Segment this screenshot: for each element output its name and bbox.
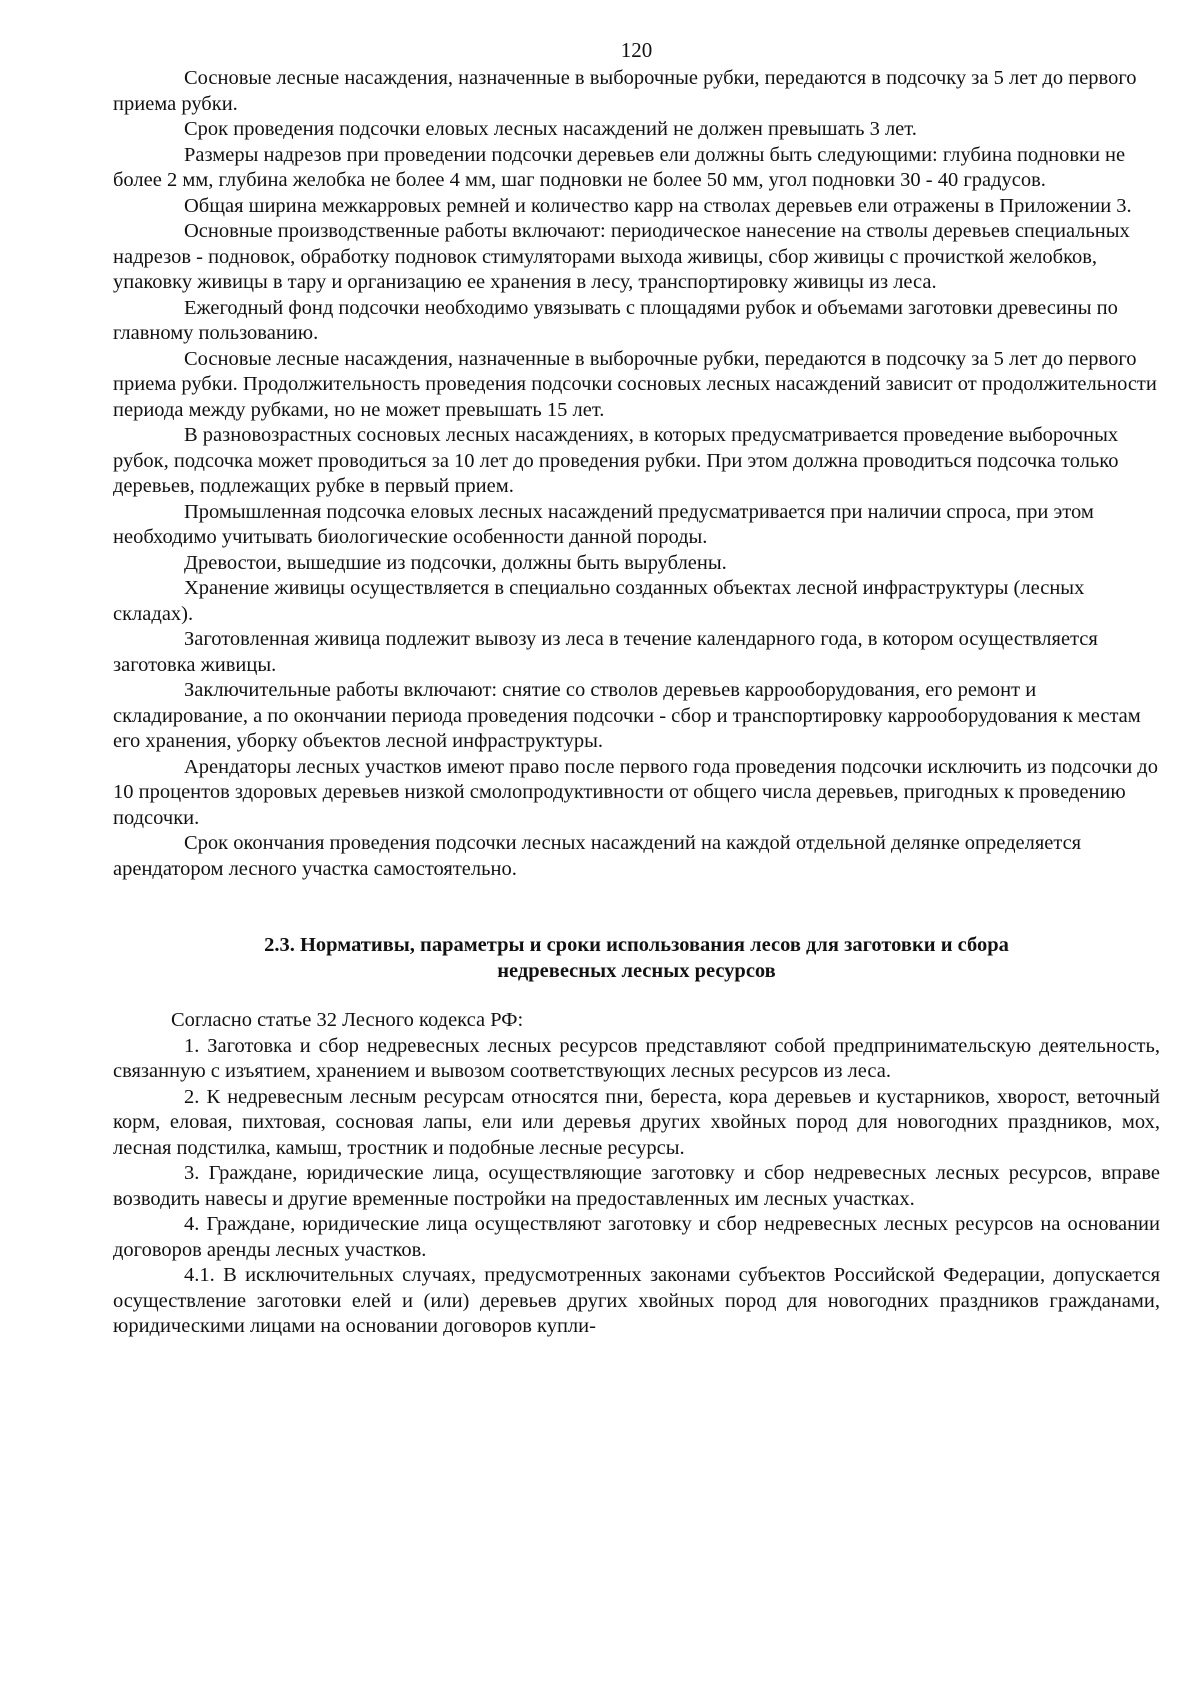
article-item: 4. Граждане, юридические лица осуществляют заготовку и сбор недревесных лесных ресурсов на основании договоров аренды лесных участков. [113,1213,1160,1261]
paragraph: Ежегодный фонд подсочки необходимо увязывать с площадями рубок и объемами заготовки древесины по главному пользованию. [113,296,1118,344]
article-item: 3. Граждане, юридические лица, осуществляющие заготовку и сбор недревесных лесных ресурсов, вправе возводить навесы и другие временные постройки на предоставленных им лесных участках. [113,1162,1160,1210]
paragraph: Арендаторы лесных участков имеют право после первого года проведения подсочки исключить из подсочки до 10 процентов здоровых деревьев низкой смолопродуктивности от общего числа деревьев, пригодных к проведению подсочки. [113,755,1158,829]
article-item: 2. К недревесным лесным ресурсам относятся пни, береста, кора деревьев и кустарников, хворост, веточный корм, еловая, пихтовая, сосновая лапы, ели или деревья других хвойных пород для новогодних праздников, мох, лесная подстилка, камыш, тростник и подобные лесные ресурсы. [113,1085,1160,1159]
paragraph: Сосновые лесные насаждения, назначенные в выборочные рубки, передаются в подсочку за 5 лет до первого приема рубки. [113,67,1137,115]
paragraph: Размеры надрезов при проведении подсочки деревьев ели должны быть следующими: глубина подновки не более 2 мм, глубина желобка не более 4 мм, шаг подновки не более 50 мм, угол подновки 30 - 40 градусов. [113,143,1126,191]
paragraph: Срок окончания проведения подсочки лесных насаждений на каждой отдельной делянке определяется арендатором лесного участка самостоятельно. [113,832,1082,880]
paragraph: Общая ширина межкарровых ремней и количество карр на стволах деревьев ели отражены в Приложении 3. [184,194,1132,217]
paragraph: Заключительные работы включают: снятие со стволов деревьев каррооборудования, его ремонт и складирование, а по окончании периода проведения подсочки - сбор и транспортировку каррооборудования к местам его хранения, уборку объектов лесной инфраструктуры. [113,679,1141,752]
paragraph: Основные производственные работы включают: периодическое нанесение на стволы деревьев специальных надрезов - подновок, обработку подновок стимуляторами выхода живицы, сбор живицы с прочисткой желобков, упаковку живицы в тару и организацию ее хранения в лесу, транспортировку живицы из леса. [113,220,1130,293]
page-number: 120 [620,38,653,62]
section-title-line-1: 2.3. Нормативы, параметры и сроки использования лесов для заготовки и сбора [264,934,1009,956]
paragraph: Сосновые лесные насаждения, назначенные в выборочные рубки, передаются в подсочку за 5 лет до первого приема рубки. Продолжительность проведения подсочки сосновых лесных насаждений зависит от продолжительности периода между рубками, но не может превышать 15 лет. [113,347,1157,421]
paragraph: Древостои, вышедшие из подсочки, должны быть вырублены. [184,551,727,574]
paragraph: В разновозрастных сосновых лесных насаждениях, в которых предусматривается проведение выборочных рубок, подсочка может проводиться за 10 лет до проведения рубки. При этом должна проводиться подсочка только деревьев, подлежащих рубке в первый прием. [113,424,1119,497]
section-title [113,933,1160,984]
document-page [113,38,1160,1340]
section-intro: Согласно статье 32 Лесного кодекса РФ: [171,1009,524,1031]
paragraph: Промышленная подсочка еловых лесных насаждений предусматривается при наличии спроса, при этом необходимо учитывать биологические особенности данной породы. [113,500,1094,548]
article-item: 1. Заготовка и сбор недревесных лесных ресурсов представляют собой предпринимательскую деятельность, связанную с изъятием, хранением и вывозом соответствующих лесных ресурсов из леса. [113,1034,1160,1082]
paragraph: Заготовленная живица подлежит вывозу из леса в течение календарного года, в котором осуществляется заготовка живицы. [113,628,1098,676]
section-title-line-2: недревесных лесных ресурсов [497,959,776,982]
article-item: 4.1. В исключительных случаях, предусмотренных законами субъектов Российской Федерации, допускается осуществление заготовки елей и (или) деревьев других хвойных пород для новогодних праздников гражданами, юридическими лицами на основании договоров купли- [113,1264,1160,1337]
paragraph: Хранение живицы осуществляется в специально созданных объектах лесной инфраструктуры (лесных складах). [113,577,1085,625]
paragraph: Срок проведения подсочки еловых лесных насаждений не должен превышать 3 лет. [184,118,917,140]
article-items [113,1034,1160,1340]
body-text-top [113,66,1160,882]
